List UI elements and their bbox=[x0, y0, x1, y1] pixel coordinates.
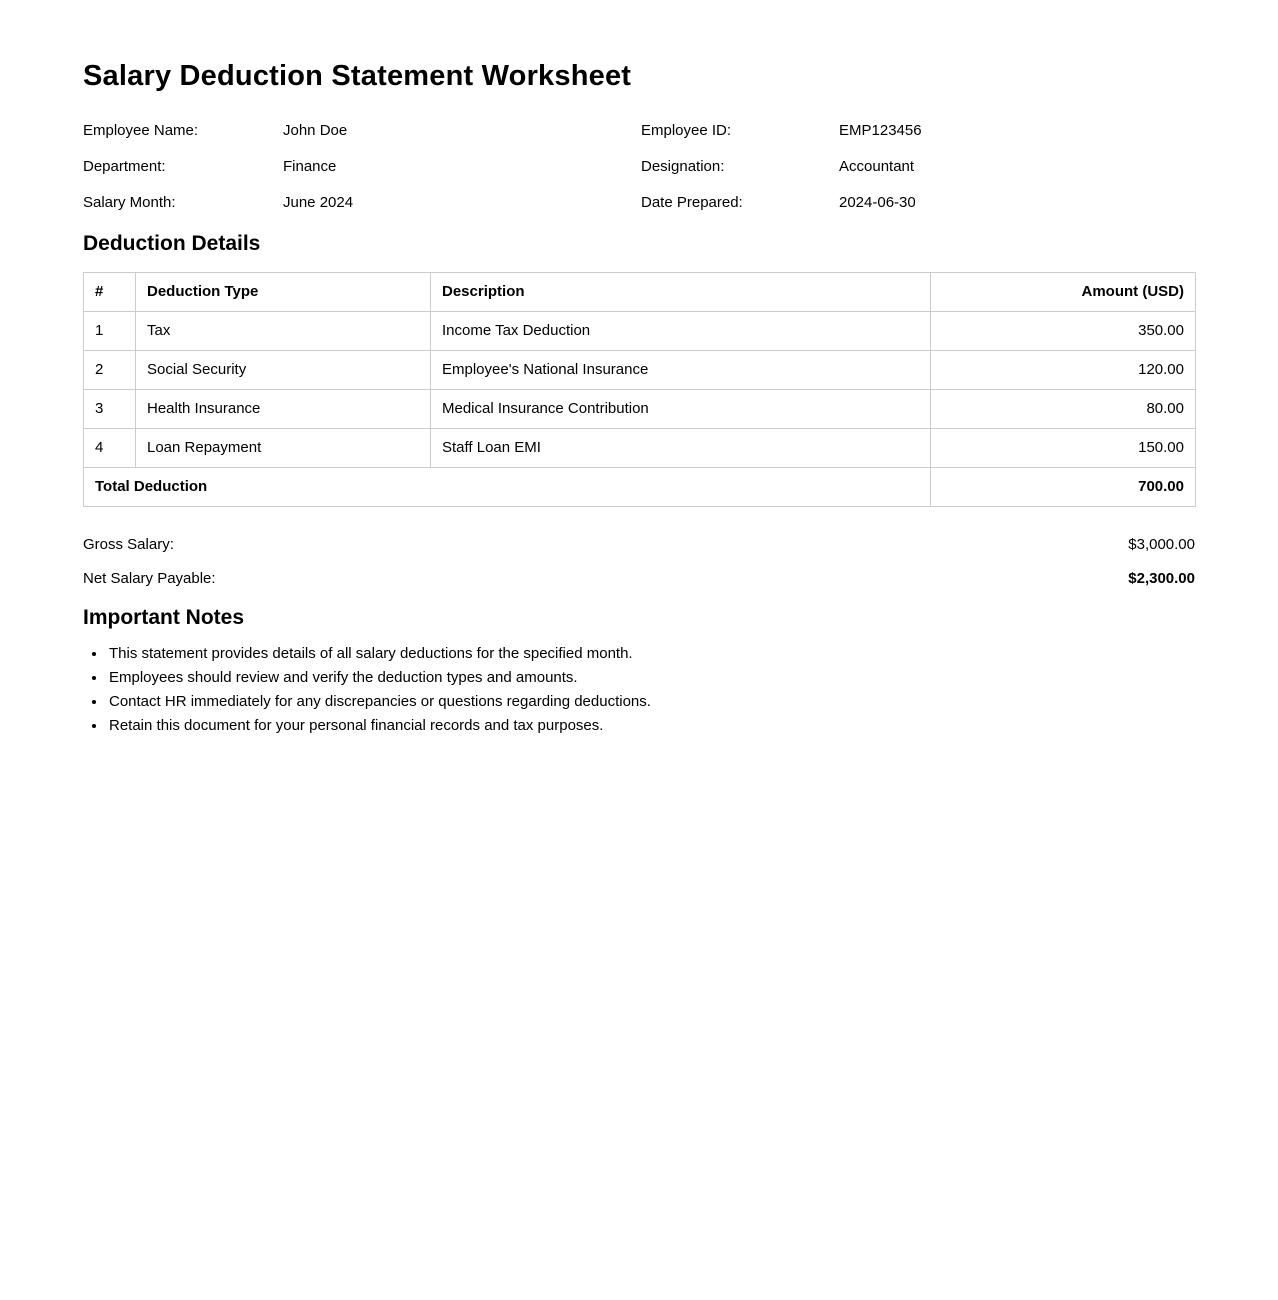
notes-list bbox=[107, 646, 1195, 734]
total-deduction-value: 700.00 bbox=[931, 468, 1196, 507]
important-notes-heading: Important Notes bbox=[83, 606, 245, 629]
cell-deduction-type: Health Insurance bbox=[136, 390, 431, 429]
salary-summary bbox=[83, 535, 1195, 588]
net-salary-value: $2,300.00 bbox=[1128, 570, 1195, 587]
cell-description: Staff Loan EMI bbox=[431, 429, 931, 468]
header-description: Description bbox=[431, 273, 931, 312]
info-label: Designation: bbox=[641, 158, 725, 175]
info-label: Department: bbox=[83, 158, 166, 175]
net-salary-label: Net Salary Payable: bbox=[83, 570, 216, 587]
cell-number: 4 bbox=[84, 429, 136, 468]
gross-salary-value: $3,000.00 bbox=[1128, 536, 1195, 553]
info-value: June 2024 bbox=[283, 194, 354, 211]
note-item: • Retain this document for your personal financial records and tax purposes. bbox=[107, 718, 1195, 734]
cell-description: Employee's National Insurance bbox=[431, 351, 931, 390]
info-label: Date Prepared: bbox=[641, 194, 743, 211]
table-row bbox=[84, 429, 1196, 468]
header-number: # bbox=[84, 273, 136, 312]
table-header-row bbox=[84, 273, 1196, 312]
cell-description: Medical Insurance Contribution bbox=[431, 390, 931, 429]
info-value: John Doe bbox=[283, 122, 348, 139]
cell-amount: 120.00 bbox=[931, 351, 1196, 390]
info-label: Employee Name: bbox=[83, 122, 199, 139]
cell-amount: 350.00 bbox=[931, 312, 1196, 351]
note-item: • This statement provides details of all salary deductions for the specified month. bbox=[107, 646, 1195, 662]
page-title: Salary Deduction Statement Worksheet bbox=[83, 60, 632, 92]
employee-info-grid bbox=[83, 121, 1195, 212]
info-value: EMP123456 bbox=[839, 122, 922, 139]
info-label: Salary Month: bbox=[83, 194, 176, 211]
net-salary-row bbox=[83, 569, 1195, 588]
table-total-row bbox=[84, 468, 1196, 507]
deduction-details-heading: Deduction Details bbox=[83, 232, 261, 255]
note-item: • Employees should review and verify the deduction types and amounts. bbox=[107, 670, 1195, 686]
note-item: • Contact HR immediately for any discrepancies or questions regarding deductions. bbox=[107, 694, 1195, 710]
info-value: Accountant bbox=[839, 158, 915, 175]
table-row bbox=[84, 390, 1196, 429]
table-row bbox=[84, 312, 1196, 351]
info-label: Employee ID: bbox=[641, 122, 732, 139]
cell-amount: 150.00 bbox=[931, 429, 1196, 468]
header-amount: Amount (USD) bbox=[931, 273, 1196, 312]
cell-deduction-type: Social Security bbox=[136, 351, 431, 390]
header-deduction-type: Deduction Type bbox=[136, 273, 431, 312]
cell-number: 1 bbox=[84, 312, 136, 351]
total-deduction-label: Total Deduction bbox=[84, 468, 931, 507]
cell-deduction-type: Tax bbox=[136, 312, 431, 351]
info-value: 2024-06-30 bbox=[839, 194, 916, 211]
info-value: Finance bbox=[283, 158, 337, 175]
deduction-table bbox=[83, 272, 1196, 507]
cell-description: Income Tax Deduction bbox=[431, 312, 931, 351]
cell-number: 3 bbox=[84, 390, 136, 429]
table-row bbox=[84, 351, 1196, 390]
cell-number: 2 bbox=[84, 351, 136, 390]
gross-salary-label: Gross Salary: bbox=[83, 536, 174, 553]
cell-deduction-type: Loan Repayment bbox=[136, 429, 431, 468]
cell-amount: 80.00 bbox=[931, 390, 1196, 429]
gross-salary-row bbox=[83, 535, 1195, 554]
